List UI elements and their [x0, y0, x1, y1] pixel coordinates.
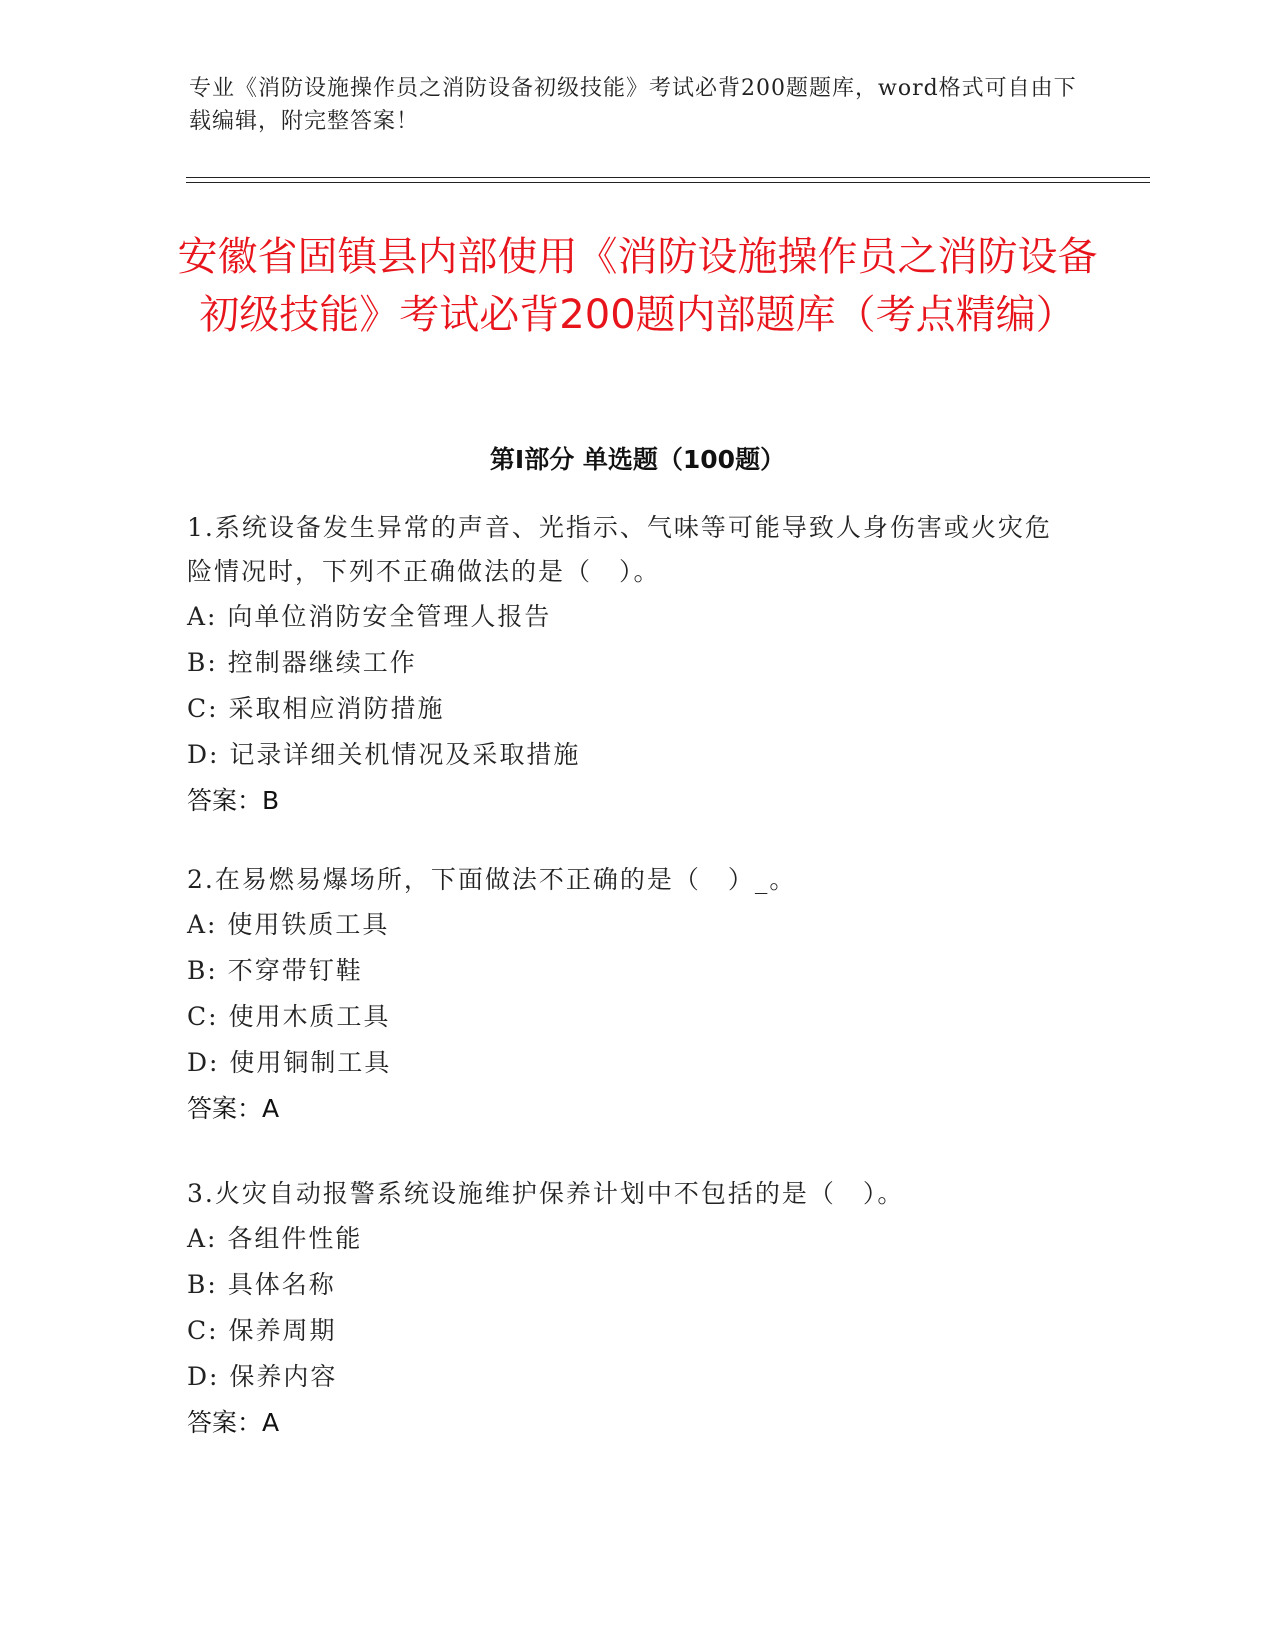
section-heading: 第I部分 单选题（100题） [489, 445, 786, 474]
header-note: 专业《消防设施操作员之消防设备初级技能》考试必背200题题库，word格式可自由下载编辑，附完整答案！ [189, 76, 1077, 134]
document-title: 安徽省固镇县内部使用《消防设施操作员之消防设备初级技能》考试必背200题内部题库（考点精编） [177, 234, 1098, 338]
option-c: C: 使用木质工具 [187, 1002, 391, 1031]
answer: 答案：B [187, 786, 280, 815]
question-stem: 1.系统设备发生异常的声音、光指示、气味等可能导致人身伤害或火灾危险情况时，下列不正确做法的是（ ）。 [187, 513, 1052, 586]
header-divider-bottom [186, 182, 1150, 183]
question-3 [187, 1172, 1067, 1446]
option-c: C: 采取相应消防措施 [187, 694, 445, 723]
option-b: B: 具体名称 [187, 1270, 336, 1299]
option-b: B: 控制器继续工作 [187, 648, 417, 677]
answer: 答案：A [187, 1094, 280, 1123]
question-1 [187, 506, 1067, 824]
option-a: A: 各组件性能 [187, 1224, 363, 1253]
option-b: B: 不穿带钉鞋 [187, 956, 363, 985]
question-stem: 2.在易燃易爆场所，下面做法不正确的是（ ）_。 [187, 865, 797, 894]
option-a: A: 向单位消防安全管理人报告 [187, 602, 552, 631]
question-stem: 3.火灾自动报警系统设施维护保养计划中不包括的是（ ）。 [187, 1179, 905, 1208]
option-a: A: 使用铁质工具 [187, 910, 390, 939]
answer: 答案：A [187, 1408, 280, 1437]
option-d: D: 记录详细关机情况及采取措施 [187, 740, 581, 769]
header-divider-top [186, 177, 1150, 178]
option-d: D: 保养内容 [187, 1362, 338, 1391]
question-2 [187, 858, 1067, 1132]
option-c: C: 保养周期 [187, 1316, 337, 1345]
option-d: D: 使用铜制工具 [187, 1048, 392, 1077]
